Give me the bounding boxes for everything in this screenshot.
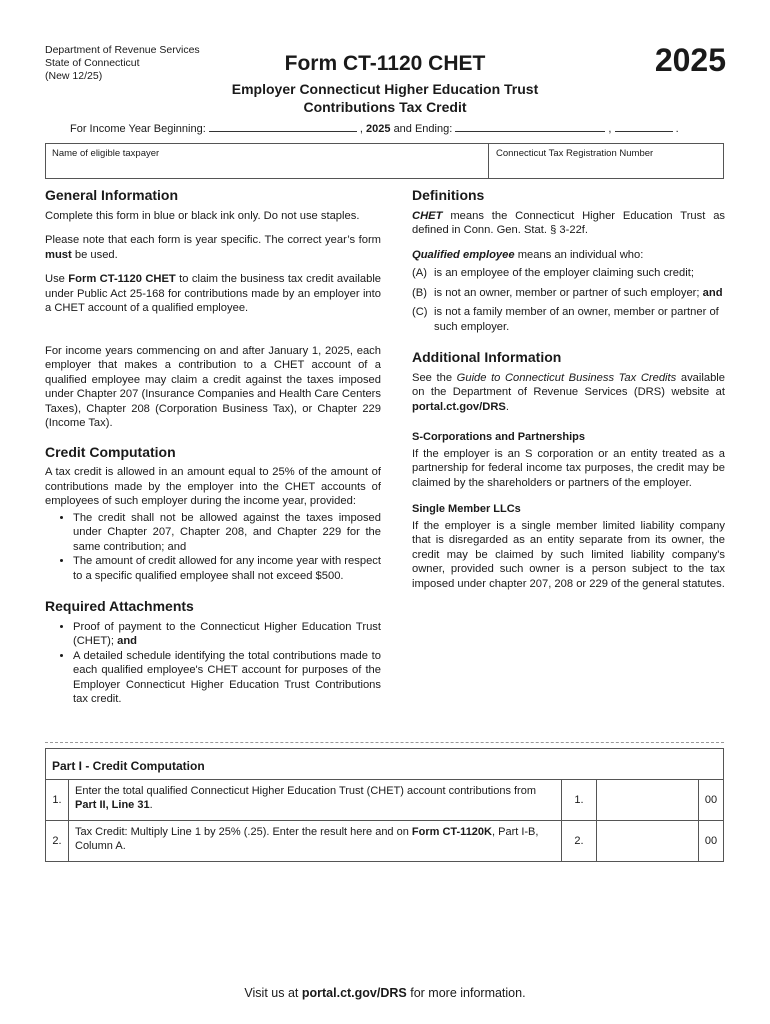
income-year-comma: , — [608, 123, 612, 135]
additional-info-c: . — [505, 400, 509, 413]
definition-item-text — [434, 286, 723, 301]
section-divider — [45, 742, 724, 743]
qualified-employee-term: Qualified employee — [412, 248, 515, 261]
definition-item-key: (B) — [412, 286, 427, 299]
general-info-p2-bold: must — [45, 248, 72, 261]
definition-item-body: is not an owner, member or partner of such employer; — [434, 286, 700, 299]
line-2-amount-input[interactable] — [599, 825, 699, 857]
part-1-heading: Part I - Credit Computation — [46, 749, 723, 780]
income-year-sep: , — [359, 123, 363, 135]
left-column — [45, 188, 381, 715]
single-member-llc-heading: Single Member LLCs — [412, 503, 521, 515]
s-corporations-heading: S-Corporations and Partnerships — [412, 431, 585, 443]
definition-item — [412, 305, 725, 334]
chet-definition: means the Connecticut Higher Education Trust as defined in Conn. Gen. Stat. § 3-22f. — [412, 209, 726, 236]
definition-item-bold: and — [702, 286, 723, 299]
right-column — [412, 188, 725, 601]
definition-item-text: is not a family member of an owner, member or partner of such employer. — [434, 306, 719, 333]
definition-item-key: (C) — [412, 306, 428, 318]
table-row — [46, 821, 723, 861]
single-member-llc-text: If the employer is a single member limited liability company that is disregarded as an entity separate from its owner, the credit may be claimed by such limited liability company's owner, provided such owner is a person subject to the tax imposed under chapter 207, 208 or 229 of the general statutes. — [412, 519, 725, 590]
general-info-p4: For income years commencing on and after January 1, 2025, each employer that makes a contribution to a CHET account of a qualified employee may claim a credit against the taxes imposed under Chapter 207 (Insurance Companies and Health Care Centers Taxes), Chapter 208 (Corporation Business Tax), or Chapter 229 (Income Tax). — [45, 344, 381, 429]
general-info-p2-a: Please note that each form is year specific. The correct year’s form — [45, 234, 381, 246]
definition-item-text: is an employee of the employer claiming such credit; — [434, 267, 694, 279]
additional-info-a: See the — [412, 371, 453, 384]
form-year: 2025 — [654, 42, 726, 78]
line-1-desc-bold: Part II, Line 31 — [75, 799, 150, 811]
income-year-mid: and Ending: — [393, 123, 453, 135]
cents-label: 00 — [698, 821, 723, 861]
form-title: Form CT-1120 CHET — [284, 52, 486, 75]
line-2-desc: Tax Credit: Multiply Line 1 by 25% (.25). Enter the result here and on — [75, 826, 409, 838]
cents-label: 00 — [698, 780, 723, 820]
s-corporations-text: If the employer is an S corporation or an entity treated as a partnership for federal income tax purposes, the credit may be claimed by the shareholders or partners of the employer. — [412, 447, 725, 489]
attachment-1-text: Proof of payment to the Connecticut Higher Education Trust (CHET); — [73, 620, 381, 647]
list-item: • The amount of credit allowed for any income year with respect to a specific qualified employee shall not exceed $500. — [73, 554, 381, 583]
agency-state: State of Connecticut — [45, 57, 140, 69]
credit-computation-p1: A tax credit is allowed in an amount equal to 25% of the amount of contributions made by the employer into the CHET accounts of employees of such employer during the income year, provided: — [45, 466, 381, 507]
definition-item-key: (A) — [412, 267, 427, 279]
list-item: • The credit shall not be allowed against the taxes imposed under Chapter 207, Chapter 208, and Chapter 229 for the same contribution; and — [73, 511, 381, 555]
general-info-p3-b: to claim the business tax credit available under Public Act 25-168 for contributions made by an employer into a CHET account of a qualified employee. — [45, 273, 382, 314]
general-info-p1: Complete this form in blue or black ink only. Do not use staples. — [45, 209, 360, 222]
general-info-p2-b: be used. — [74, 248, 118, 261]
footer-website-link[interactable]: portal.ct.gov/DRS — [301, 986, 407, 1000]
general-info-heading: General Information — [45, 187, 179, 203]
chet-term: CHET — [412, 209, 443, 222]
agency-name: Department of Revenue Services — [45, 44, 200, 56]
line-1-amount-input[interactable] — [599, 784, 699, 816]
line-number: 2. — [46, 821, 69, 861]
subtitle-line-1: Employer Connecticut Higher Education Trust — [231, 81, 539, 97]
required-attachments-heading: Required Attachments — [45, 598, 194, 614]
credit-computation-heading: Credit Computation — [45, 443, 176, 460]
additional-info-heading: Additional Information — [412, 349, 562, 365]
line-2-desc-bold: Form CT-1120K — [411, 826, 492, 838]
list-item: • A detailed schedule identifying the total contributions made to each qualified employee's CHET account for purposes of the Employer Connecticut Higher Education Trust Contributions tax credit. — [73, 649, 381, 707]
amount-cell — [597, 780, 723, 820]
line-1-desc: Enter the total qualified Connecticut Higher Education Trust (CHET) account contributions from — [75, 785, 537, 797]
footer-text-a: Visit us at — [244, 986, 299, 1000]
income-year-begin-field[interactable] — [209, 121, 357, 132]
line-1-desc-end: . — [149, 799, 153, 811]
line-reference: 2. — [562, 821, 597, 861]
taxpayer-name-label: Name of eligible taxpayer — [52, 148, 160, 159]
footer-text-b: for more information. — [410, 986, 526, 1000]
definition-item — [412, 266, 725, 281]
form-subtitle — [0, 80, 770, 116]
line-2-desc-end: , Part I-B, Column A. — [75, 826, 539, 852]
income-year-prefix: For Income Year Beginning: — [70, 123, 206, 135]
line-reference: 1. — [562, 780, 597, 820]
income-year-end-year-field[interactable] — [615, 121, 673, 132]
income-year-bold: 2025 — [366, 123, 391, 135]
definition-item — [412, 286, 725, 301]
additional-info-text — [412, 371, 725, 415]
drs-website-link[interactable]: portal.ct.gov/DRS — [412, 400, 506, 413]
income-year-end-dot: . — [675, 123, 679, 135]
footer — [0, 986, 770, 1000]
attachment-1-bold: and — [117, 635, 138, 647]
general-info-p2 — [45, 233, 381, 262]
income-year-line — [70, 121, 679, 135]
qualified-employee-definition: means an individual who: — [517, 248, 644, 261]
definitions-heading: Definitions — [412, 187, 485, 203]
line-description — [69, 780, 562, 820]
part-1-table — [45, 748, 724, 862]
additional-info-b: available on the Department of Revenue Services (DRS) website at — [412, 371, 726, 398]
required-attachments-list — [45, 620, 381, 707]
guide-title: Guide to Connecticut Business Tax Credits — [456, 371, 677, 384]
form-revision: (New 12/25) — [45, 70, 103, 82]
table-row — [46, 780, 723, 821]
subtitle-line-2: Contributions Tax Credit — [303, 99, 467, 115]
general-info-p3-a: Use — [45, 273, 65, 285]
income-year-end-field[interactable] — [455, 121, 605, 132]
line-number: 1. — [46, 780, 69, 820]
list-item — [73, 620, 381, 649]
amount-cell — [597, 821, 723, 861]
general-info-p3 — [45, 272, 381, 316]
line-description — [69, 821, 562, 861]
definition-chet — [412, 209, 725, 238]
general-info-p3-bold: Form CT-1120 CHET — [68, 273, 176, 285]
registration-number-label: Connecticut Tax Registration Number — [496, 148, 654, 159]
credit-computation-list — [45, 511, 381, 584]
taxpayer-box — [45, 143, 724, 179]
taxpayer-box-divider — [488, 144, 489, 178]
definition-qualified-employee — [412, 248, 725, 263]
